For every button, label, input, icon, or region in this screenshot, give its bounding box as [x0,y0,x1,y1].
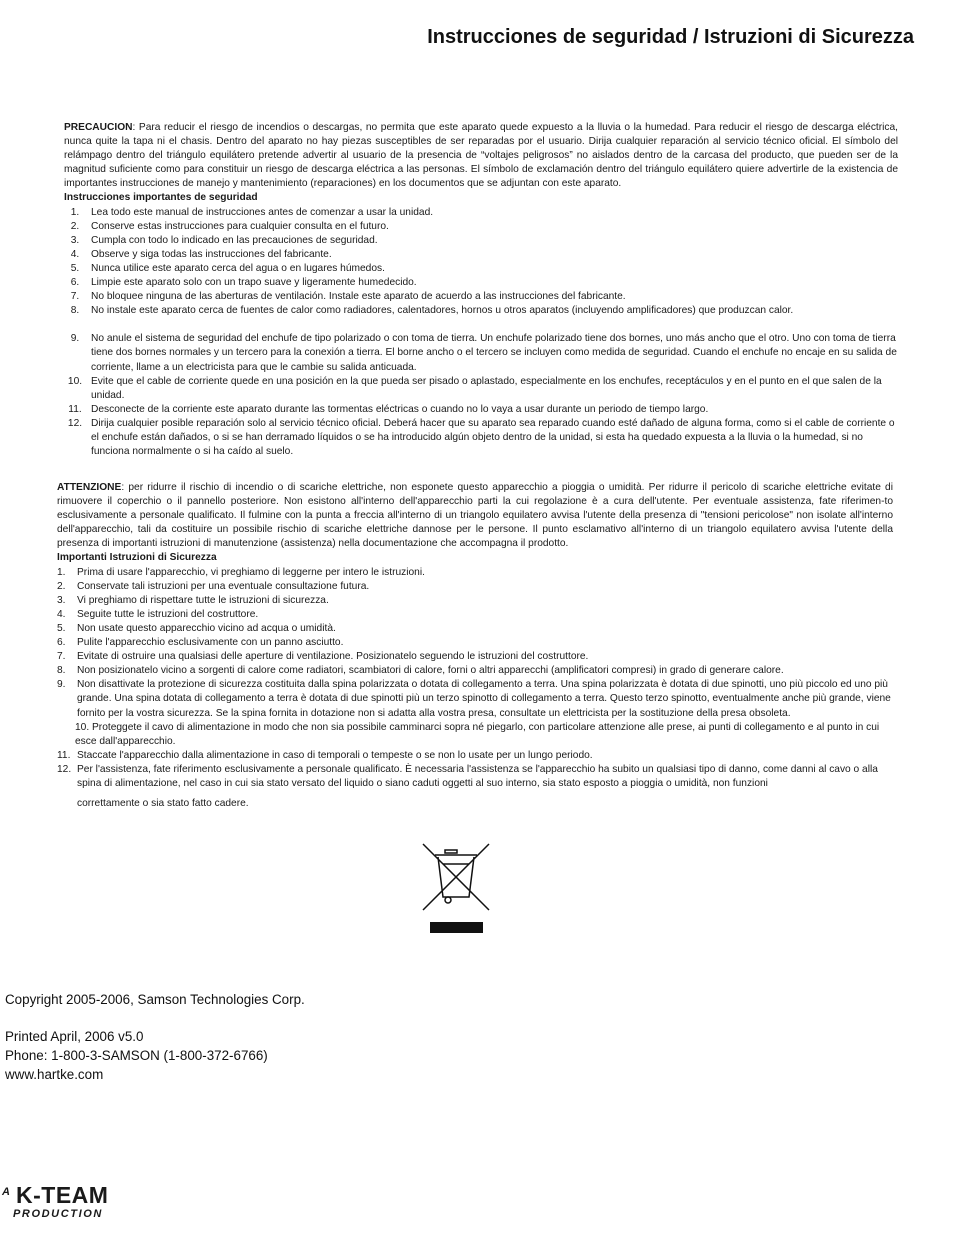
list-item: 6. Limpie este aparato solo con un trapo suave y ligeramente humedecido. [70,277,417,289]
phone-line: Phone: 1-800-3-SAMSON (1-800-372-6766) [5,1048,268,1063]
list-item: 5. Nunca utilice este aparato cerca del agua o en lugares húmedos. [70,262,385,274]
list-item: 9. Non disattivate la protezione di sicurezza costituita dalla spina polarizzata o dotata di collegamento a terra. Una spina polarizzata è dotata di due spinotti, uno più piccolo ed uno più grande. Una spina dotata di collegamento a terra è dotata di due spinotti più un terzo spinotto di collegamento a terra. Questo terzo spinotto, eventualmente anche più grande, viene fornito per la vostra sicurezza. Se la spina fornita in dotazione non si adatta alla vostra presa, consultate un elettricista per la sostituzione della presa obsoleta. [57,679,891,719]
italian-caution-text: : per ridurre il rischio di incendio o di scariche elettriche, non esponete questo apparecchio a pioggia o umidità. Per ridurre il pericolo di scariche elettriche evitate di rimuovere il coperchio o il pannello posteriore. Non esistono all'interno dell'apparecchio parti la cui regolazione è a cura dell'utente. Per eventuale assistenza, fate riferimen-to esclusivamente a personale qualificato. Il fulmine con la punta a freccia all'interno di un triangolo equilatero avvisa l'utente della presenza di "tensioni pericolose" non isolate all'interno dell'apparecchio, tali da costituire un possibile rischio di scariche elettriche dannose per le persone. Il punto esclamativo all'interno di un triangolo equilatero avvisa l'utente della presenza di importanti istruzioni di manutenzione (assistenza) nella documentazione che accompagna il prodotto. [57,482,893,550]
logo-subtitle: PRODUCTION [13,1208,103,1220]
list-item: 12. Per l'assistenza, fate riferimento esclusivamente a personale qualificato. È necessaria l'assistenza se l'apparecchio ha subito un qualsiasi tipo di danno, come danni al cavo o alla spina di alimentazione, nel caso in cui sia stato versato del liquido o siano caduti oggetti al suo interno, sia stato esposto a pioggia o umidità, non funzioni correttamente o sia stato fatto cadere. [57,763,878,810]
list-item: 7. No bloquee ninguna de las aberturas de ventilación. Instale este aparato de acuerdo a las instrucciones del fabricante. [70,291,626,303]
crossed-out-wheeled-bin-icon [421,842,491,934]
italian-instructions-list [57,566,893,812]
logo-prefix: A [2,1186,10,1198]
k-team-production-logo [2,1184,122,1224]
list-item: 2. Conserve estas instrucciones para cualquier consulta en el futuro. [70,220,389,232]
page-title: Instrucciones de seguridad / Istruzioni di Sicurezza [427,26,914,48]
spanish-safety-section [64,121,898,459]
footer-info [5,990,305,1084]
list-item: 3. Cumpla con todo lo indicado en las precauciones de seguridad. [70,234,378,246]
list-item: 5. Non usate questo apparecchio vicino ad acqua o umidità. [57,622,336,634]
list-item: 12. Dirija cualquier posible reparación solo al servicio técnico oficial. Deberá hacer que su aparato sea reparado cuando esté dañado de alguna forma, como si el cable de corriente o el enchufe están dañados, o si se han derramado líquidos o se ha introducido algún objeto dentro de la unidad, si esta ha quedado expuesta a la lluvia o la humedad, si no funciona normalmente o si ha caído al suelo. [67,417,895,458]
list-item: 10. Proteggete il cavo di alimentazione in modo che non sia possibile camminarci sopra né piegarlo, con particolare attenzione alle prese, ai punti di collegamento e al punto in cui esce dall'apparecchio. [75,721,880,747]
printed-date-line: Printed April, 2006 v5.0 [5,1029,144,1044]
list-item: 11. Desconecte de la corriente este aparato durante las tormentas eléctricas o cuando no lo vaya a usar durante un periodo de tiempo largo. [68,403,709,415]
website-line: www.hartke.com [5,1067,104,1082]
italian-caution-paragraph [57,481,893,551]
list-item: 7. Evitate di ostruire una qualsiasi delle aperture di ventilazione. Posizionatelo seguendo le istruzioni del costruttore. [57,651,589,663]
italian-safety-section [57,481,893,811]
italian-caution-label: ATTENZIONE [57,482,122,493]
list-item: 4. Seguite tutte le istruzioni del costruttore. [57,608,259,620]
spanish-instructions-list [64,206,898,460]
copyright-line: Copyright 2005-2006, Samson Technologies Corp. [5,992,305,1007]
list-item: 1. Prima di usare l'apparecchio, vi preghiamo di leggerne per intero le istruzioni. [57,566,425,578]
spanish-caution-label: PRECAUCION [64,122,133,133]
spanish-caution-text: : Para reducir el riesgo de incendios o descargas, no permita que este aparato quede expuesto a la lluvia o la humedad. Para reducir el riesgo de descarga eléctrica, nunca quite la tapa ni el chasis. Dentro del aparato no hay piezas susceptibles de ser reparadas por el usuario. Dirija cualquier reparación al servicio técnico oficial. El símbolo del relámpago dentro del triángulo equilátero pretende advertir al usuario de la presencia de “voltajes peligrosos” no aislados dentro de la carcasa del producto, que pueden ser de la magnitud suficiente como para constituir un riesgo de descarga eléctrica a las personas. El símbolo de exclamación dentro del triángulo equilátero quiere advertirle de la existencia de importantes instrucciones de manejo y mantenimiento (reparaciones) en los documentos que se adjuntan con este aparato. [64,122,898,190]
list-item: 1. Lea todo este manual de instrucciones antes de comenzar a usar la unidad. [70,206,434,218]
list-item: 11. Staccate l'apparecchio dalla alimentazione in caso di temporali o tempeste o se non lo usate per un lungo periodo. [57,749,593,761]
spanish-instructions-heading: Instrucciones importantes de seguridad [64,192,258,204]
italian-instructions-heading: Importanti Istruzioni di Sicurezza [57,552,217,564]
logo-name: K-TEAM [16,1182,109,1208]
list-item: 8. Non posizionatelo vicino a sorgenti di calore come radiatori, scambiatori di calore, forni o altri apparecchi (amplificatori compresi) in grado di generare calore. [57,665,784,677]
list-item: 8. No instale este aparato cerca de fuentes de calor como radiadores, calentadores, hornos u otros aparatos (incluyendo amplificadores) que produzcan calor. [70,305,794,317]
spanish-caution-paragraph [64,121,898,191]
list-item: 9. No anule el sistema de seguridad del enchufe de tipo polarizado o con toma de tierra. Un enchufe polarizado tiene dos bornes, uno más ancho que el otro. Uno con toma de tierra tiene dos bornes normales y un tercero para la conexión a tierra. El borne ancho o el tercero se incluyen como medida de seguridad. Cuando el enchufe no encaje en su salida de corriente, llame a un electricista para que le cambie su salida anticuada. [70,333,897,373]
list-item: 3. Vi preghiamo di rispettare tutte le istruzioni di sicurezza. [57,594,329,606]
list-item: 10. Evite que el cable de corriente quede en una posición en la que pueda ser pisado o aplastado, especialmente en los enchufes, receptáculos y en el punto en el que salen de la unidad. [67,375,882,401]
list-item: 6. Pulite l'apparecchio esclusivamente con un panno asciutto. [57,637,344,649]
list-item: 4. Observe y siga todas las instrucciones del fabricante. [70,248,332,260]
list-item: 2. Conservate tali istruzioni per una eventuale consultazione futura. [57,580,370,592]
